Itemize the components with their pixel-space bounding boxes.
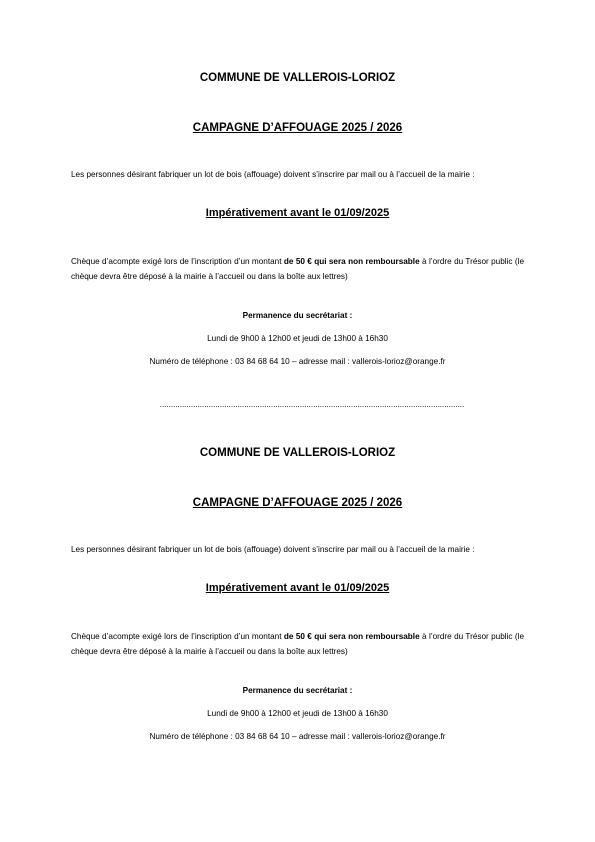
intro-paragraph: Les personnes désirant fabriquer un lot de bois (affouage) doivent s’inscrire par mail ou à l’accueil de la mairie :	[71, 170, 475, 179]
cheque-paragraph	[71, 254, 524, 284]
cut-separator: .........................................................................................................................................	[159, 400, 465, 409]
cheque-text-1: Chèque d’acompte exigé lors de l’inscription d’un montant	[71, 632, 284, 641]
contact-info: Numéro de téléphone : 03 84 68 64 10 – adresse mail : vallerois-lorioz@orange.fr	[149, 357, 446, 366]
deadline-text: Impérativement avant le 01/09/2025	[205, 207, 390, 219]
office-hours: Lundi de 9h00 à 12h00 et jeudi de 13h00 à 16h30	[207, 709, 388, 718]
intro-paragraph: Les personnes désirant fabriquer un lot de bois (affouage) doivent s’inscrire par mail ou à l’accueil de la mairie :	[71, 545, 475, 554]
commune-title: COMMUNE DE VALLEROIS-LORIOZ	[199, 447, 396, 459]
cheque-text-2: à l’ordre du Trésor public (le chèque devra être déposé à la mairie à l’accueil ou dans la boîte aux lettres)	[71, 632, 524, 656]
cheque-amount: de 50 € qui sera non remboursable	[283, 257, 420, 266]
office-hours-title: Permanence du secrétariat :	[242, 686, 353, 695]
campaign-title: CAMPAGNE D’AFFOUAGE 2025 / 2026	[192, 497, 403, 509]
commune-title: COMMUNE DE VALLEROIS-LORIOZ	[199, 72, 396, 84]
office-hours-title: Permanence du secrétariat :	[242, 311, 353, 320]
deadline-text: Impérativement avant le 01/09/2025	[205, 582, 390, 594]
office-hours: Lundi de 9h00 à 12h00 et jeudi de 13h00 à 16h30	[207, 334, 388, 343]
contact-info: Numéro de téléphone : 03 84 68 64 10 – adresse mail : vallerois-lorioz@orange.fr	[149, 732, 446, 741]
cheque-text-2: à l’ordre du Trésor public (le chèque devra être déposé à la mairie à l’accueil ou dans la boîte aux lettres)	[71, 257, 524, 281]
cheque-amount: de 50 € qui sera non remboursable	[283, 632, 420, 641]
cheque-text-1: Chèque d’acompte exigé lors de l’inscription d’un montant	[71, 257, 284, 266]
cheque-paragraph	[71, 629, 524, 659]
campaign-title: CAMPAGNE D’AFFOUAGE 2025 / 2026	[192, 122, 403, 134]
